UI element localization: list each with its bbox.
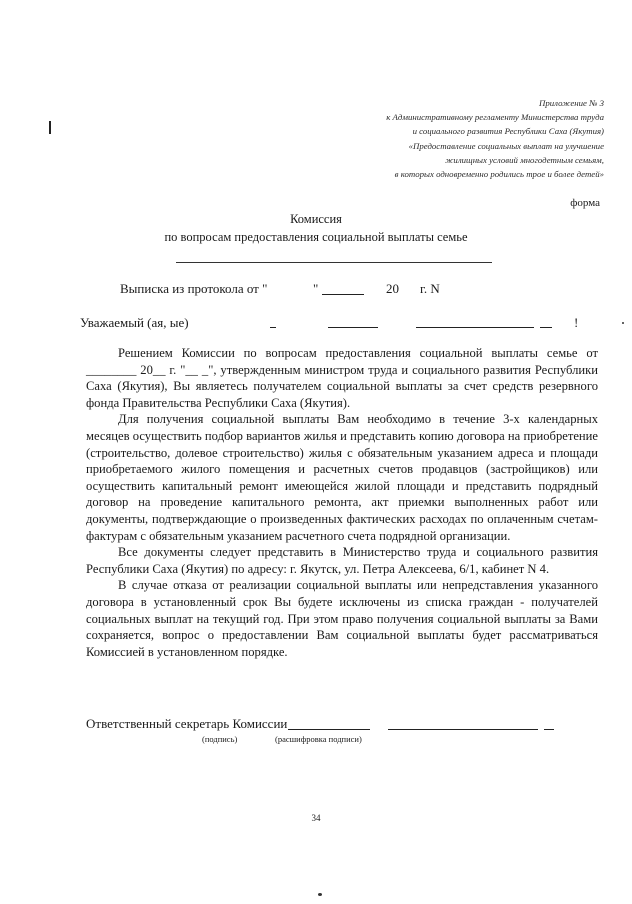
extract-quote-close: " xyxy=(313,281,319,296)
body-paragraph: Для получения социальной выплаты Вам необходимо в течение 3-х календарных месяцев осуществить подбор вариантов жилья и представить копию договора на приобретение (строительство, долевое строительство) жилья с обязательным указанием адреса и площади приобретаемого жилого помещения и расчетных счетов продавцов (застройщиков) или осуществить капитальный ремонт имеющейся жилой площади и представить подрядный договор на проведение капитального ремонта, акт приемки выполненных работ или документы, подтверждающие о произведенных фактических расходах по оплаченным счетам-фактурам с обязательным указанием расчетного счета подрядной организации. xyxy=(86,412,598,543)
extract-month-blank xyxy=(322,283,364,295)
decoding-blank-tail xyxy=(544,729,554,730)
scan-speck xyxy=(318,893,322,896)
appendix-line: жилищных условий многодетным семьям, xyxy=(445,154,604,165)
extract-year-suffix: г. N xyxy=(420,281,440,296)
body-paragraph: Все документы следует представить в Министерство труда и социального развития Республики Саха (Якутия) по адресу: г. Якутск, ул. Петра Алексеева, 6/1, кабинет N 4. xyxy=(86,545,598,576)
extract-prefix: Выписка из протокола от " xyxy=(120,281,268,296)
extract-year-prefix: 20 xyxy=(386,281,399,296)
appendix-line: и социального развития Республики Саха (Якутия) xyxy=(412,126,604,137)
form-label: форма xyxy=(570,197,600,209)
appendix-line: «Предоставление социальных выплат на улучшение xyxy=(408,140,604,151)
appendix-line: к Административному регламенту Министерства труда xyxy=(386,112,604,123)
body-paragraph: В случае отказа от реализации социальной выплаты или непредставления указанного договора в установленный срок Вы будете исключены из списка граждан - получателей социальных выплат на текущий год. При этом право получения социальной выплаты за Вами сохраняется, вопрос о предоставлении Вам социальной выплаты будет рассматриваться Комиссией в установленном порядке. xyxy=(86,578,598,659)
greeting-blank-2 xyxy=(328,327,378,328)
greeting-exclamation: ! xyxy=(574,315,579,330)
appendix-note xyxy=(284,96,604,181)
decoding-caption: (расшифровка подписи) xyxy=(275,734,362,744)
signature-blank xyxy=(288,729,370,730)
commission-title: Комиссия xyxy=(290,212,342,226)
greeting-blank-3 xyxy=(416,327,534,328)
margin-mark xyxy=(49,121,51,134)
signature-caption: (подпись) xyxy=(202,734,238,744)
greeting-blank-4 xyxy=(540,327,552,328)
scan-speck xyxy=(622,322,624,324)
title-underline xyxy=(176,262,492,263)
greeting-text: Уважаемый (ая, ые) xyxy=(80,315,189,330)
signature-label: Ответственный секретарь Комиссии xyxy=(86,716,288,731)
appendix-line: Приложение № 3 xyxy=(538,98,604,108)
commission-subtitle: по вопросам предоставления социальной выплаты семье xyxy=(164,230,468,244)
body-paragraph: Решением Комиссии по вопросам предоставления социальной выплаты семье от ________ 20__ г. "__ _", утвержденным министром труда и социального развития Республики Саха (Якутия), Вы являетесь получателем социальной выплаты за счет средств резервного фонда Правительства Республики Саха (Якутия). xyxy=(86,346,598,410)
page-number: 34 xyxy=(311,813,321,823)
letter-body xyxy=(86,345,598,660)
decoding-blank xyxy=(388,729,538,730)
appendix-line: в которых одновременно родились трое и более детей» xyxy=(394,169,604,180)
greeting-blank-1 xyxy=(270,327,276,328)
